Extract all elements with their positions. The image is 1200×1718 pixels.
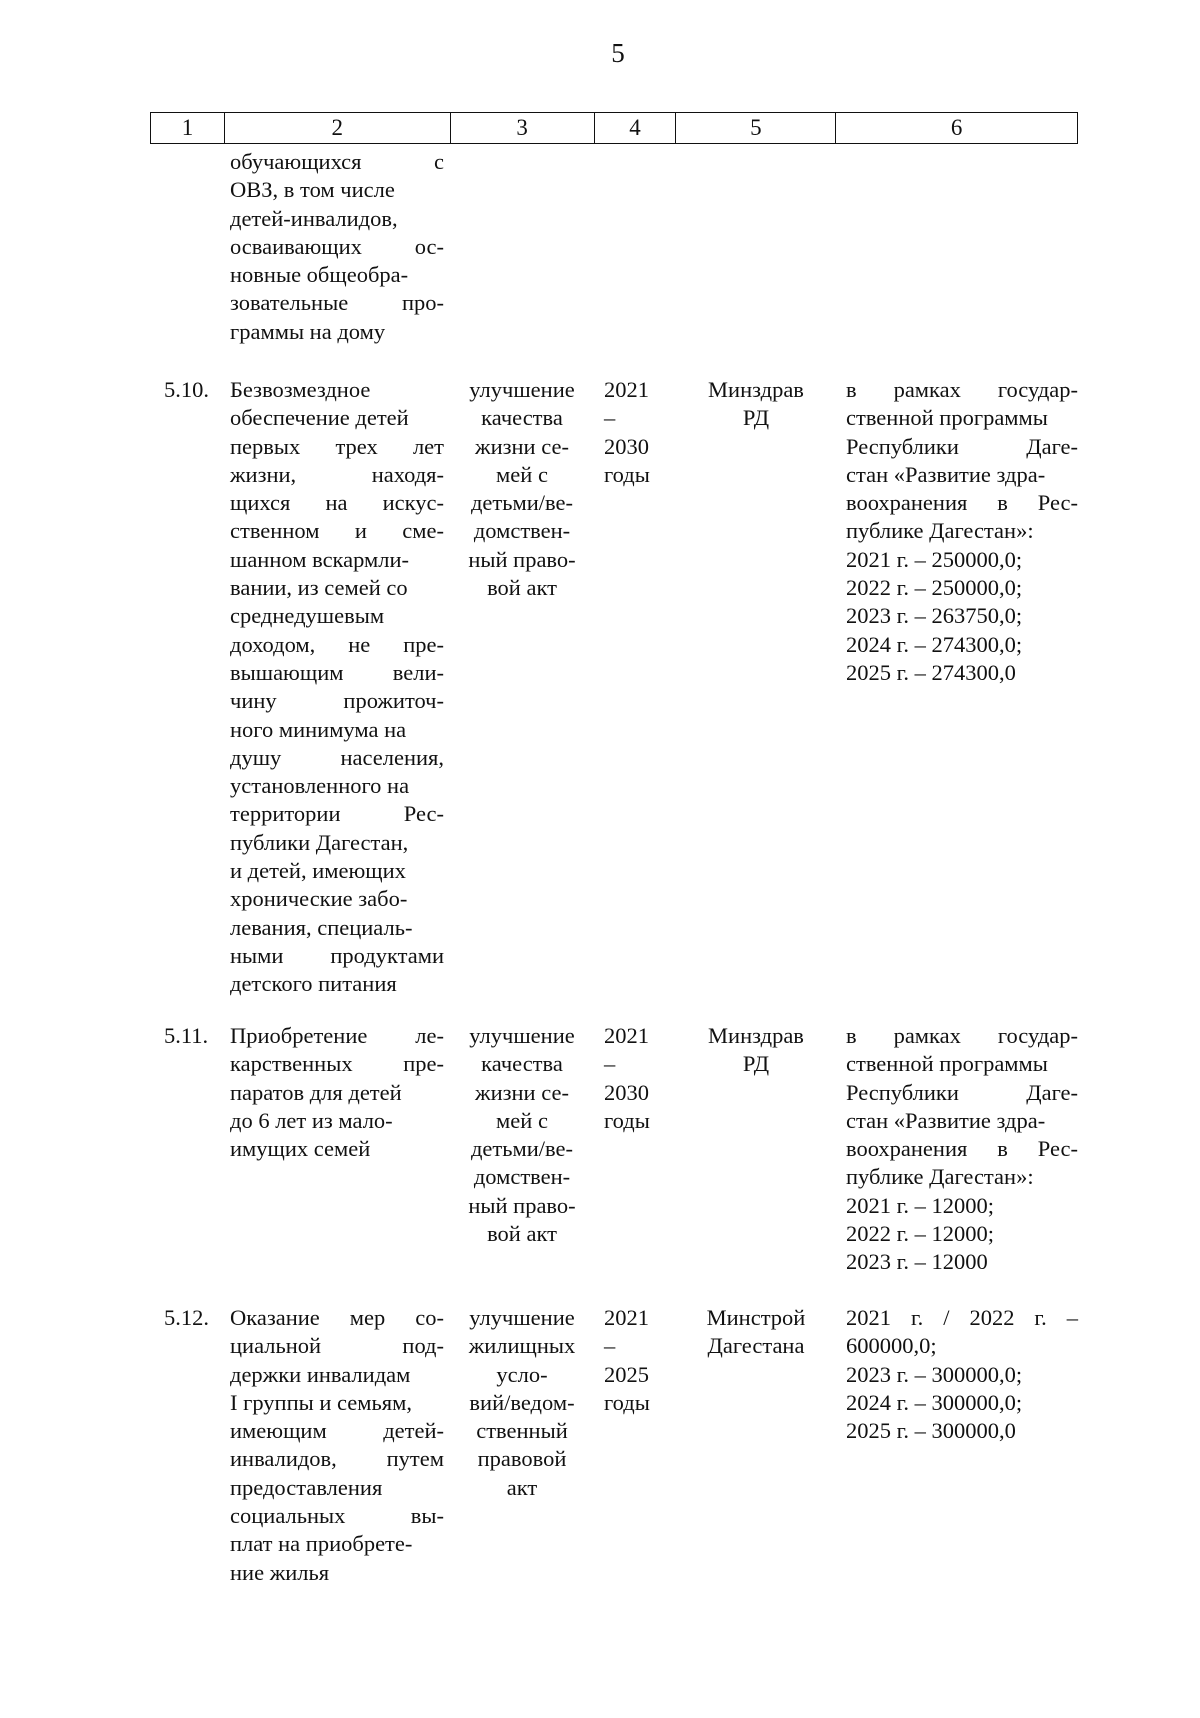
text-line: 2025 [604,1361,649,1387]
text-line: держки инвалидам [230,1361,411,1387]
text-line: Дагестана [707,1333,805,1359]
text-line: Минздрав [708,1023,804,1048]
text-line [230,289,444,317]
funding [836,376,1078,1022]
text-line: публике Дагестан»: [846,1164,1034,1190]
word: мер [349,1305,386,1330]
text-line: жизни се- [475,433,569,459]
text-line: улучшение [469,1023,575,1048]
text-line: РД [742,405,770,431]
text-line: ственной программы [846,1051,1048,1077]
period [594,1304,676,1604]
responsible [676,376,836,1022]
text-line: детей-инвалидов, [230,205,398,231]
header-col-5: 5 [676,113,836,143]
expected-result [450,376,594,1022]
word: в [846,377,857,402]
word: сме- [402,518,444,544]
text-line [230,1304,444,1332]
text-line: вой акт [487,575,557,601]
expected-result [450,1022,594,1304]
text-line: предоставления [230,1474,383,1500]
word: со- [415,1305,444,1330]
text-line: до 6 лет из мало- [230,1107,393,1133]
text-line: 2030 [604,433,649,459]
text-line: ственной программы [846,405,1048,431]
text-line [230,1050,444,1078]
word: имеющим [230,1418,327,1444]
period [594,1022,676,1304]
word: территории [230,801,341,827]
header-col-4: 4 [595,113,677,143]
text-line: 2023 г. – 300000,0; [846,1361,1023,1387]
word: и [354,518,367,544]
text-line: 2021 г. – 12000; [846,1192,994,1218]
text-line: ный право- [468,546,576,572]
text-line [230,800,444,828]
text-line: 2024 г. – 300000,0; [846,1389,1023,1415]
text-line [846,489,1078,517]
word: пре- [403,1051,444,1077]
text-line: имущих семей [230,1136,371,1162]
text-line: годы [604,461,650,487]
text-line [230,461,444,489]
word: щихся [230,490,291,516]
text-line: акт [506,1474,538,1500]
word: прожиточ- [343,688,444,714]
text-line: – [604,1333,616,1359]
text-line [230,517,444,545]
text-line: вании, из семей со [230,575,408,601]
word: продуктами [330,942,444,968]
word: первых [230,433,301,459]
text-line [846,1079,1078,1107]
word: Приобретение [230,1023,368,1048]
word: Рес- [1037,490,1078,516]
word: зовательные [230,290,349,316]
row-number: 5.11. [164,1023,209,1048]
text-line: среднедушевым [230,603,385,629]
row-number: 5.12. [164,1305,209,1330]
funding [836,1304,1078,1604]
text-line [230,631,444,659]
word: Даге- [1026,433,1078,459]
text-line: Минстрой [706,1305,806,1330]
text-line: 2025 г. – 300000,0 [846,1418,1016,1444]
row-number [150,148,224,368]
measure-name [220,1304,450,1604]
word: Оказание [230,1305,320,1330]
text-line: 2021 [604,1023,649,1048]
text-line: граммы на дому [230,318,386,344]
text-line: левания, специаль- [230,914,413,940]
word: находя- [371,461,444,487]
text-line: Минздрав [708,377,804,402]
text-line [230,1445,444,1473]
table-row-5-10 [150,376,1078,1022]
period [594,376,676,1022]
word: 2022 [969,1305,1015,1330]
word: вы- [410,1503,444,1529]
text-line: вой акт [487,1221,557,1247]
text-line: 2021 [604,377,649,402]
word: – [1066,1305,1078,1330]
word: Республики [846,1079,959,1105]
text-line: – [604,405,616,431]
text-line: новные общеобра- [230,262,409,288]
text-line: ОВЗ, в том числе [230,177,395,203]
word: вели- [392,659,444,685]
word: осваивающих [230,233,362,259]
text-line [230,489,444,517]
text-line: усло- [496,1361,548,1387]
text-line: ного минимума на [230,716,407,742]
word: ственном [230,518,320,544]
text-line: стан «Развитие здра- [846,461,1046,487]
text-line: детского питания [230,971,397,997]
row-number: 5.10. [164,377,209,402]
text-line: стан «Развитие здра- [846,1107,1046,1133]
text-line [230,1502,444,1530]
text-line: жилищных [468,1333,576,1359]
text-line: 2021 г. – 250000,0; [846,546,1023,572]
header-col-1: 1 [151,113,225,143]
responsible [676,1022,836,1304]
word: душу [230,744,282,770]
word: / [943,1305,950,1330]
word: Рес- [403,801,444,827]
text-line: публики Дагестан, [230,829,409,855]
word: Даге- [1026,1079,1078,1105]
word: населения, [340,744,444,770]
word: воохранения [846,490,968,516]
text-line: плат на приобрете- [230,1531,413,1557]
word: искус- [382,490,444,516]
text-line: и детей, имеющих [230,858,406,884]
text-line [846,1022,1078,1050]
word: воохранения [846,1136,968,1162]
word: Рес- [1037,1136,1078,1162]
text-line: годы [604,1107,650,1133]
measure-name [220,376,450,1022]
text-line [230,744,444,772]
text-line [846,1135,1078,1163]
word: социальных [230,1503,346,1529]
text-line: ный право- [468,1192,576,1218]
word: государ- [997,1023,1078,1048]
text-line: 2021 [604,1305,649,1330]
word: в [846,1023,857,1048]
text-line: детьми/ве- [470,490,574,516]
text-line: мей с [496,1107,548,1133]
text-line: обеспечение детей [230,405,409,431]
header-col-6: 6 [836,113,1078,143]
text-line: качества [481,405,563,431]
text-line: 2030 [604,1079,649,1105]
text-line: ние жилья [230,1559,330,1585]
text-line: хронические забо- [230,886,408,912]
text-line [230,1022,444,1050]
page-number: 5 [611,38,625,68]
text-line: жизни се- [475,1079,569,1105]
text-line: паратов для детей [230,1079,402,1105]
responsible [676,1304,836,1604]
word: г. [910,1305,924,1330]
text-line: 2025 г. – 274300,0 [846,659,1016,685]
text-line: домствен- [473,1164,571,1190]
word: ос- [414,233,444,259]
word: пре- [403,631,444,657]
word: рамках [893,377,961,402]
word: обучающихся [230,149,362,174]
text-line: шанном вскармли- [230,546,410,572]
word: ными [230,942,284,968]
text-line [230,1332,444,1360]
text-line: установленного на [230,773,410,799]
measure-name [220,148,450,368]
text-line: годы [604,1389,650,1415]
word: в [997,490,1008,516]
header-col-3: 3 [451,113,595,143]
text-line [846,1304,1078,1332]
text-line: 2023 г. – 12000 [846,1249,988,1275]
table-row-continuation [150,144,1078,368]
text-line: детьми/ве- [470,1136,574,1162]
text-line: РД [742,1051,770,1077]
text-line: 2023 г. – 263750,0; [846,603,1023,629]
text-line: улучшение [469,1305,575,1330]
word: чину [230,688,277,714]
word: не [348,631,371,657]
word: с [434,149,444,174]
word: лет [412,433,444,459]
text-line: 2022 г. – 250000,0; [846,575,1023,601]
word: путем [386,1446,444,1472]
header-col-2: 2 [225,113,451,143]
word: на [325,490,348,516]
text-line [230,148,444,176]
word: государ- [997,377,1078,402]
word: ле- [415,1023,444,1048]
word: доходом, [230,631,316,657]
word: детей- [383,1418,444,1444]
text-line [230,233,444,261]
word: г. [1034,1305,1047,1330]
text-line: I группы и семьям, [230,1389,412,1415]
word: карственных [230,1051,353,1077]
text-line: 600000,0; [846,1333,937,1359]
word: инвалидов, [230,1446,337,1472]
word: Республики [846,433,959,459]
measure-name [220,1022,450,1304]
table-header-row [150,112,1078,144]
word: жизни, [230,461,297,487]
word: вышающим [230,659,344,685]
text-line [846,433,1078,461]
text-line: правовой [477,1446,567,1472]
text-line [230,1417,444,1445]
text-line [230,659,444,687]
funding [836,1022,1078,1304]
text-line: ственный [476,1418,568,1444]
word: трех [335,433,378,459]
text-line: 2022 г. – 12000; [846,1221,994,1247]
text-line [230,433,444,461]
text-line: вий/ведом- [469,1389,575,1415]
word: 2021 [846,1305,891,1330]
text-line: – [604,1051,616,1077]
word: циальной [230,1333,322,1359]
table-row-5-12 [150,1304,1078,1604]
text-line [230,942,444,970]
text-line: Безвозмездное [230,377,371,402]
text-line: улучшение [469,377,575,402]
text-line: 2024 г. – 274300,0; [846,631,1023,657]
text-line [230,687,444,715]
word: в [997,1136,1008,1162]
expected-result [450,1304,594,1604]
text-line: мей с [496,461,548,487]
measures-table [150,112,1078,1604]
text-line [846,376,1078,404]
word: рамках [893,1023,961,1048]
table-row-5-11 [150,1022,1078,1304]
text-line: публике Дагестан»: [846,518,1034,544]
word: про- [401,290,444,316]
word: под- [402,1333,444,1359]
text-line: качества [481,1051,563,1077]
text-line: домствен- [473,518,571,544]
